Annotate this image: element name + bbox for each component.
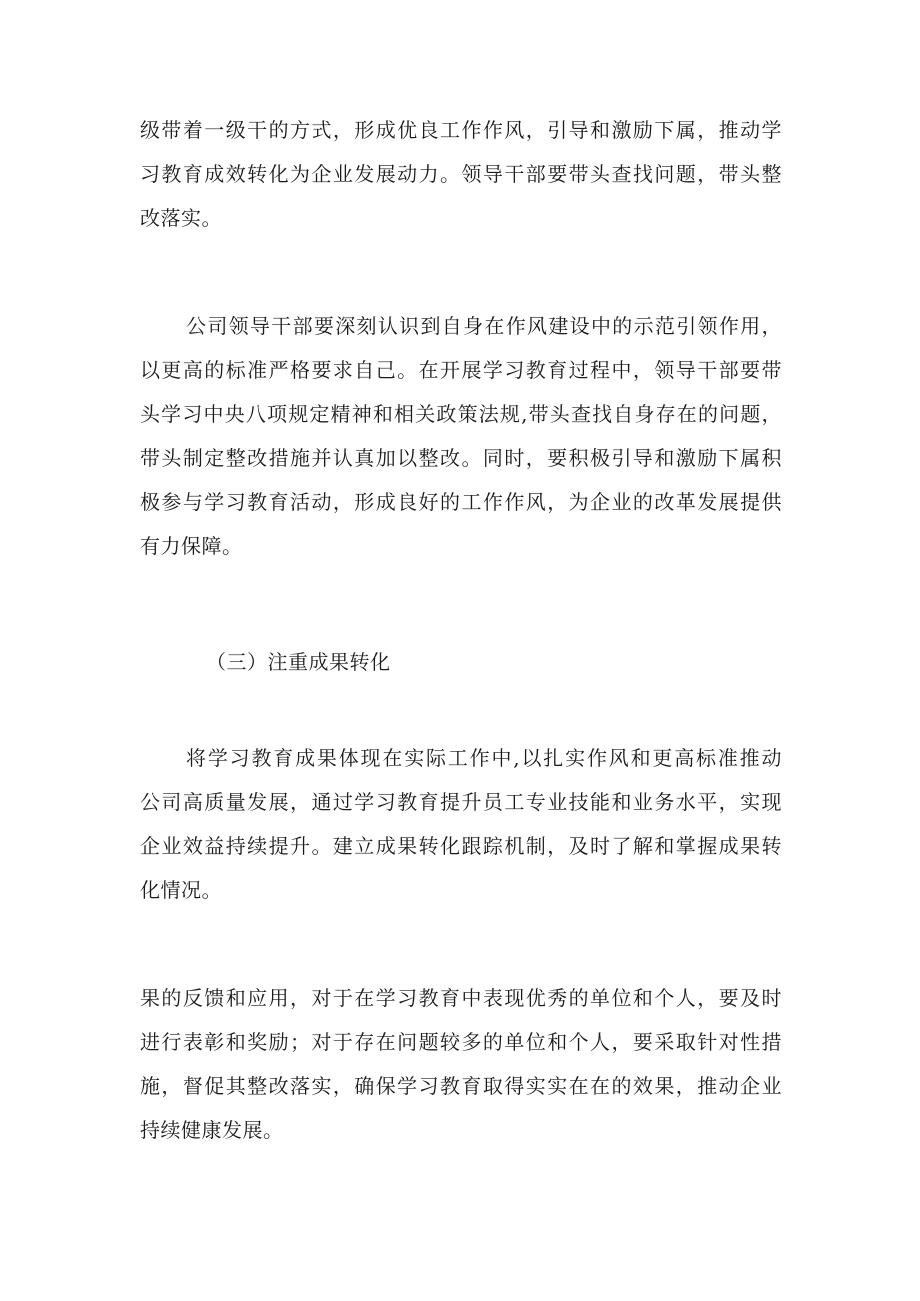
text-line: 将学习教育成果体现在实际工作中,以扎实作风和更高标准推动: [186, 746, 782, 770]
text-line: 公司高质量发展，通过学习教育提升员工专业技能和业务水平，实现: [140, 790, 782, 814]
text-line: 级带着一级干的方式，形成优良工作作风，引导和激励下属，推动学: [140, 118, 782, 142]
paragraph-continued: [140, 108, 782, 240]
text-line: 以更高的标准严格要求自己。在开展学习教育过程中，领导干部要带: [140, 358, 782, 382]
text-line: 公司领导干部要深刻认识到自身在作风建设中的示范引领作用，: [186, 314, 782, 338]
text-line: 头学习中央八项规定精神和相关政策法规,带头查找自身存在的问题，: [140, 402, 782, 426]
text-line: 习教育成效转化为企业发展动力。领导干部要带头查找问题，带头整: [140, 162, 782, 186]
text-line: 带头制定整改措施并认真加以整改。同时，要积极引导和激励下属积: [140, 446, 782, 470]
paragraph-feedback: [140, 976, 782, 1152]
text-line: 企业效益持续提升。建立成果转化跟踪机制，及时了解和掌握成果转: [140, 834, 782, 858]
paragraph-results: [140, 736, 782, 912]
text-line: 进行表彰和奖励；对于存在问题较多的单位和个人，要采取针对性措: [140, 1030, 782, 1054]
text-line: 果的反馈和应用，对于在学习教育中表现优秀的单位和个人，要及时: [140, 986, 782, 1010]
paragraph-leadership: [140, 304, 782, 568]
text-line: 化情况。: [140, 878, 222, 902]
text-line: 持续健康发展。: [140, 1118, 284, 1142]
text-line: 有力保障。: [140, 534, 243, 558]
text-line: 极参与学习教育活动，形成良好的工作作风，为企业的改革发展提供: [140, 490, 782, 514]
text-line: 施，督促其整改落实，确保学习教育取得实实在在的效果，推动企业: [140, 1074, 782, 1098]
section-heading: （三）注重成果转化: [206, 650, 391, 674]
text-line: 改落实。: [140, 206, 222, 230]
